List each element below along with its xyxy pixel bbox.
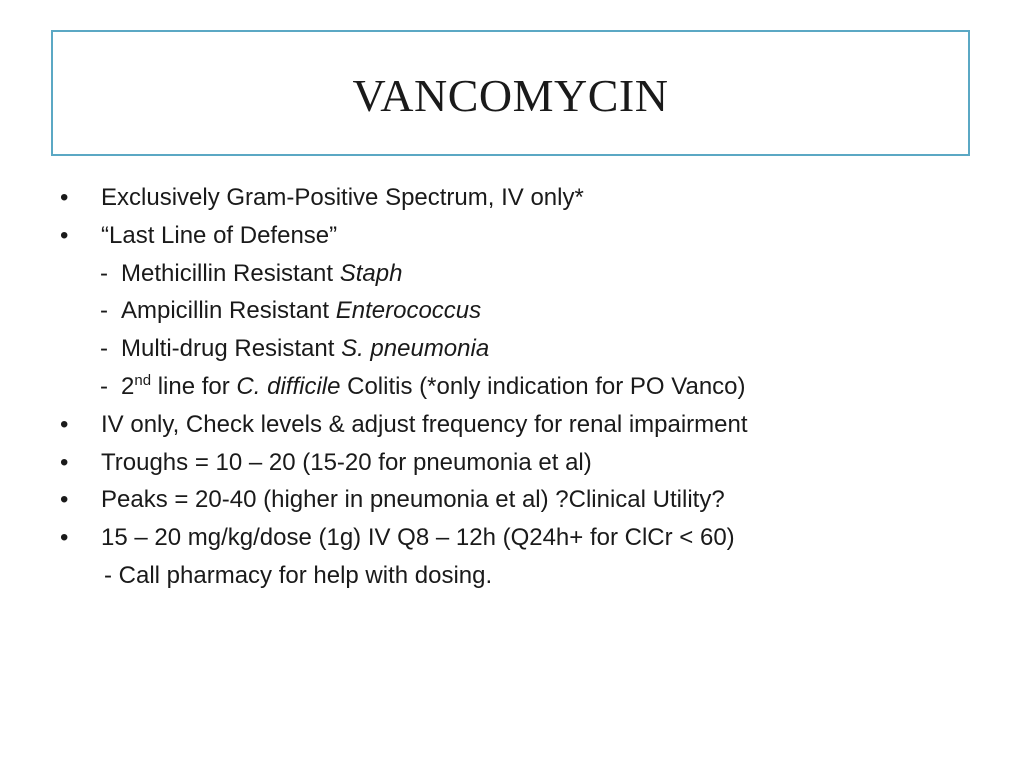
bullet-text: Peaks = 20-40 (higher in pneumonia et al) ?Clinical Utility? bbox=[101, 486, 725, 514]
sub-item-text bbox=[100, 292, 481, 330]
sub-italic: S. pneumonia bbox=[341, 335, 490, 363]
bullet-item bbox=[0, 406, 1024, 444]
sub-text: line for bbox=[151, 372, 237, 400]
sub-dash: - bbox=[100, 372, 108, 400]
sub-dash: - bbox=[100, 297, 108, 325]
sub-item-text: - Call pharmacy for help with dosing. bbox=[104, 561, 493, 589]
bullet-marker: • bbox=[60, 486, 69, 514]
sub-text: Methicillin Resistant bbox=[121, 259, 340, 287]
bullet-marker: • bbox=[60, 448, 69, 476]
bullet-text: Troughs = 10 – 20 (15-20 for pneumonia et al) bbox=[101, 448, 592, 476]
bullet-text: IV only, Check levels & adjust frequency for renal impairment bbox=[101, 410, 748, 438]
bullet-item bbox=[0, 519, 1024, 557]
bullet-marker: • bbox=[60, 221, 69, 249]
sub-italic: C. difficile bbox=[236, 372, 341, 400]
sub-dash: - bbox=[100, 335, 108, 363]
sub-item bbox=[0, 557, 1024, 595]
sub-item-text bbox=[100, 255, 402, 293]
sub-dash: - bbox=[100, 259, 108, 287]
slide-title: VANCOMYCIN bbox=[352, 69, 669, 121]
sub-text: Multi-drug Resistant bbox=[121, 335, 342, 363]
bullet-item bbox=[0, 179, 1024, 217]
sub-item bbox=[0, 330, 1024, 368]
sub-italic: Enterococcus bbox=[335, 297, 482, 325]
bullet-marker: • bbox=[60, 184, 69, 211]
sub-item bbox=[0, 368, 1024, 406]
sub-text-tail: Colitis (*only indication for PO Vanco) bbox=[340, 372, 746, 400]
bullet-marker: • bbox=[60, 410, 69, 438]
sub-italic: Staph bbox=[339, 259, 403, 287]
bullet-marker: • bbox=[60, 524, 69, 552]
bullet-text: “Last Line of Defense” bbox=[101, 221, 338, 249]
bullet-item bbox=[0, 481, 1024, 519]
sub-text: Ampicillin Resistant bbox=[121, 297, 336, 325]
ordinal-number: 2 bbox=[121, 372, 135, 400]
ordinal-suffix: nd bbox=[134, 371, 152, 389]
bullet-text: Exclusively Gram-Positive Spectrum, IV only* bbox=[101, 184, 584, 211]
bullet-item bbox=[0, 444, 1024, 482]
bullet-text: 15 – 20 mg/kg/dose (1g) IV Q8 – 12h (Q24h+ for ClCr < 60) bbox=[101, 524, 735, 552]
bullet-list bbox=[0, 179, 1024, 595]
title-box bbox=[51, 30, 970, 156]
sub-item bbox=[0, 292, 1024, 330]
sub-item-text bbox=[100, 368, 746, 406]
bullet-item bbox=[0, 217, 1024, 255]
sub-item bbox=[0, 255, 1024, 293]
sub-item-text bbox=[100, 330, 489, 368]
